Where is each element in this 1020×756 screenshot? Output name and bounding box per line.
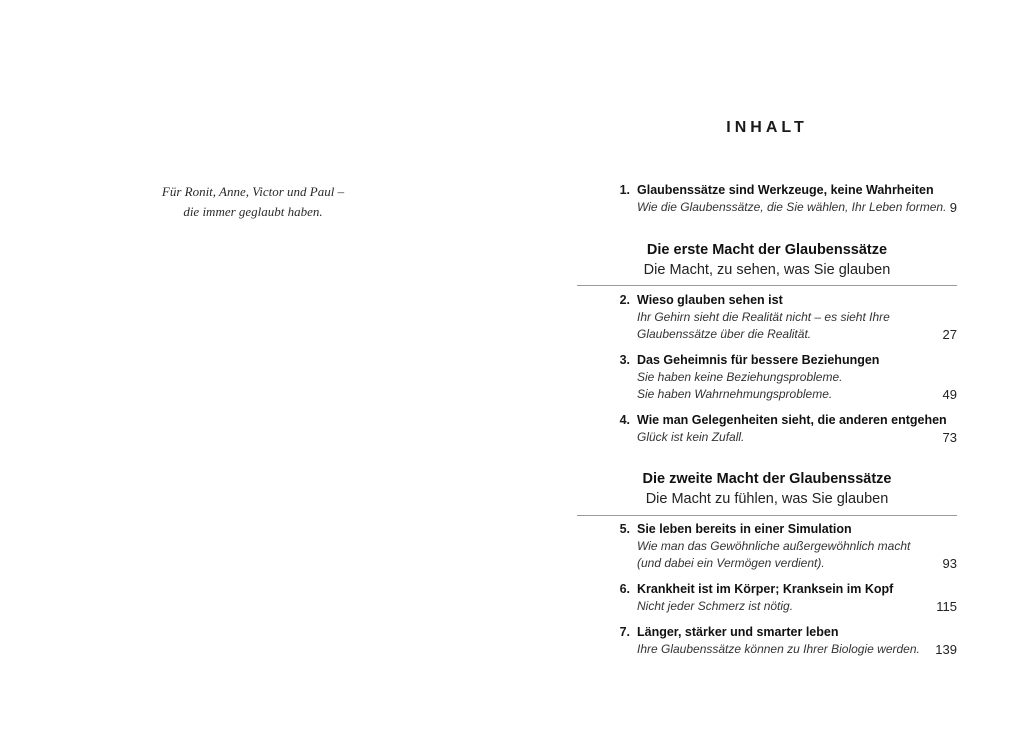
toc-entry-6[interactable] [606, 581, 957, 615]
section-divider [577, 515, 957, 516]
entry-page-number: 49 [942, 387, 957, 402]
toc-entry-4[interactable] [606, 412, 957, 446]
entry-number: 2. [619, 293, 630, 307]
entry-number: 4. [619, 413, 630, 427]
section-title: Die zweite Macht der Glaubenssätze [642, 471, 892, 487]
section-title: Die erste Macht der Glaubenssätze [646, 242, 888, 258]
dedication [150, 182, 356, 222]
entry-page-number: 93 [942, 556, 957, 571]
entry-heading: Sie leben bereits in einer Simulation [637, 522, 852, 536]
entry-page-number: 9 [949, 200, 957, 215]
entry-subtitle [637, 429, 957, 446]
entry-subtitle-line: Sie haben Wahrnehmungsprobleme. [637, 387, 833, 401]
entry-heading: Glaubenssätze sind Werkzeuge, keine Wahrheiten [637, 183, 934, 197]
entry-subtitle [637, 199, 957, 216]
entry-number: 5. [619, 522, 630, 536]
dedication-line: die immer geglaubt haben. [183, 204, 323, 219]
section-heading-1 [577, 240, 957, 280]
toc-title: INHALT [726, 119, 808, 136]
entry-subtitle-line: (und dabei ein Vermögen verdient). [637, 556, 825, 570]
entry-number: 7. [619, 625, 630, 639]
entry-number: 6. [619, 582, 630, 596]
entry-subtitle-line: Glaubenssätze über die Realität. [637, 327, 812, 341]
toc-entry-1[interactable] [606, 182, 957, 216]
entry-heading: Krankheit ist im Körper; Kranksein im Kopf [637, 582, 894, 596]
entry-page-number: 115 [936, 599, 957, 614]
section-divider [577, 285, 957, 286]
section-heading-2 [577, 469, 957, 509]
entry-subtitle-line: Ihre Glaubenssätze können zu Ihrer Biologie werden. [637, 642, 920, 656]
section-subtitle: Die Macht zu fühlen, was Sie glauben [645, 491, 889, 507]
entry-subtitle-line: Glück ist kein Zufall. [637, 430, 745, 444]
toc-entry-7[interactable] [606, 624, 957, 658]
entry-subtitle [637, 598, 957, 615]
entry-subtitle [637, 641, 957, 658]
entry-heading: Wieso glauben sehen ist [637, 293, 783, 307]
entry-subtitle [637, 369, 957, 403]
toc-entry-5[interactable] [606, 521, 957, 572]
entry-subtitle-line: Sie haben keine Beziehungsprobleme. [637, 370, 843, 384]
entry-number: 3. [619, 353, 630, 367]
entry-subtitle-line: Wie man das Gewöhnliche außergewöhnlich macht [637, 539, 911, 553]
entry-heading: Das Geheimnis für bessere Beziehungen [637, 353, 880, 367]
entry-subtitle-line: Ihr Gehirn sieht die Realität nicht – es sieht Ihre [637, 310, 890, 324]
entry-subtitle [637, 309, 957, 343]
entry-subtitle-line: Wie die Glaubenssätze, die Sie wählen, Ihr Leben formen. [637, 200, 947, 214]
entry-subtitle [637, 538, 957, 572]
entry-number: 1. [619, 183, 630, 197]
entry-subtitle-line: Nicht jeder Schmerz ist nötig. [637, 599, 794, 613]
entry-page-number: 139 [935, 642, 957, 657]
entry-heading: Wie man Gelegenheiten sieht, die anderen entgehen [637, 413, 947, 427]
entry-page-number: 27 [942, 327, 957, 342]
section-subtitle: Die Macht, zu sehen, was Sie glauben [643, 262, 891, 278]
toc-entry-3[interactable] [606, 352, 957, 403]
entry-page-number: 73 [942, 430, 957, 445]
entry-heading: Länger, stärker und smarter leben [637, 625, 839, 639]
dedication-line: Für Ronit, Anne, Victor und Paul – [161, 184, 345, 199]
toc-entry-2[interactable] [606, 292, 957, 343]
